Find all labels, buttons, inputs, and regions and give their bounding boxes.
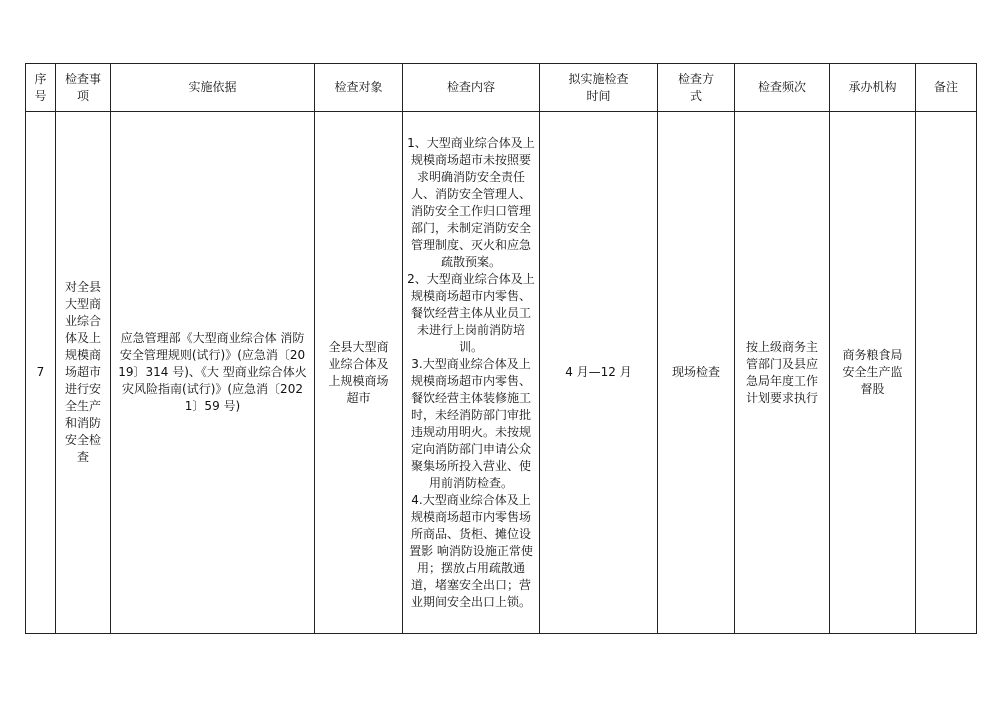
content-item-2: 2、大型商业综合体及上规模商场超市内零售、餐饮经营主体从业员工未进行上岗前消防培训。 bbox=[407, 271, 535, 354]
cell-method: 现场检查 bbox=[658, 112, 735, 634]
cell-remark bbox=[916, 112, 977, 634]
cell-basis: 应急管理部《大型商业综合体 消防安全管理规则(试行)》(应急消〔2019〕314 号)、《大 型商业综合体火灾风险指南(试行)》(应急消〔2021〕59 号) bbox=[111, 112, 315, 634]
header-row bbox=[26, 64, 977, 112]
table-row bbox=[26, 112, 977, 634]
cell-agency: 商务粮食局安全生产监督股 bbox=[830, 112, 916, 634]
cell-content bbox=[403, 112, 540, 634]
header-frequency: 检查频次 bbox=[735, 64, 830, 112]
content-item-4: 4.大型商业综合体及上规模商场超市内零售场所商品、货柜、摊位设置影 响消防设施正常使用；摆放占用疏散通道，堵塞安全出口；营业期间安全出口上锁。 bbox=[409, 492, 533, 609]
header-seq: 序号 bbox=[26, 64, 56, 112]
header-time: 拟实施检查时间 bbox=[540, 64, 658, 112]
header-item: 检查事项 bbox=[56, 64, 111, 112]
header-content: 检查内容 bbox=[403, 64, 540, 112]
content-item-3: 3.大型商业综合体及上规模商场超市内零售、餐饮经营主体装修施工时，未经消防部门审批违规动用明火。未按规定向消防部门申请公众聚集场所投入营业、使用前消防检查。 bbox=[410, 356, 531, 490]
header-method: 检查方式 bbox=[658, 64, 735, 112]
content-item-1: 1、大型商业综合体及上规模商场超市未按照要求明确消防安全责任人、消防安全管理人、消防安全工作归口管理部门，未制定消防安全管理制度、灭火和应急疏散预案。 bbox=[407, 135, 535, 269]
cell-target: 全县大型商业综合体及上规模商场超市 bbox=[315, 112, 403, 634]
header-remark: 备注 bbox=[916, 64, 977, 112]
cell-frequency: 按上级商务主管部门及县应急局年度工作计划要求执行 bbox=[735, 112, 830, 634]
inspection-table bbox=[25, 63, 977, 634]
cell-seq: 7 bbox=[26, 112, 56, 634]
header-basis: 实施依据 bbox=[111, 64, 315, 112]
header-agency: 承办机构 bbox=[830, 64, 916, 112]
header-target: 检查对象 bbox=[315, 64, 403, 112]
cell-item: 对全县大型商业综合体及上规模商场超市进行安全生产和消防安全检查 bbox=[56, 112, 111, 634]
cell-time: 4 月—12 月 bbox=[540, 112, 658, 634]
